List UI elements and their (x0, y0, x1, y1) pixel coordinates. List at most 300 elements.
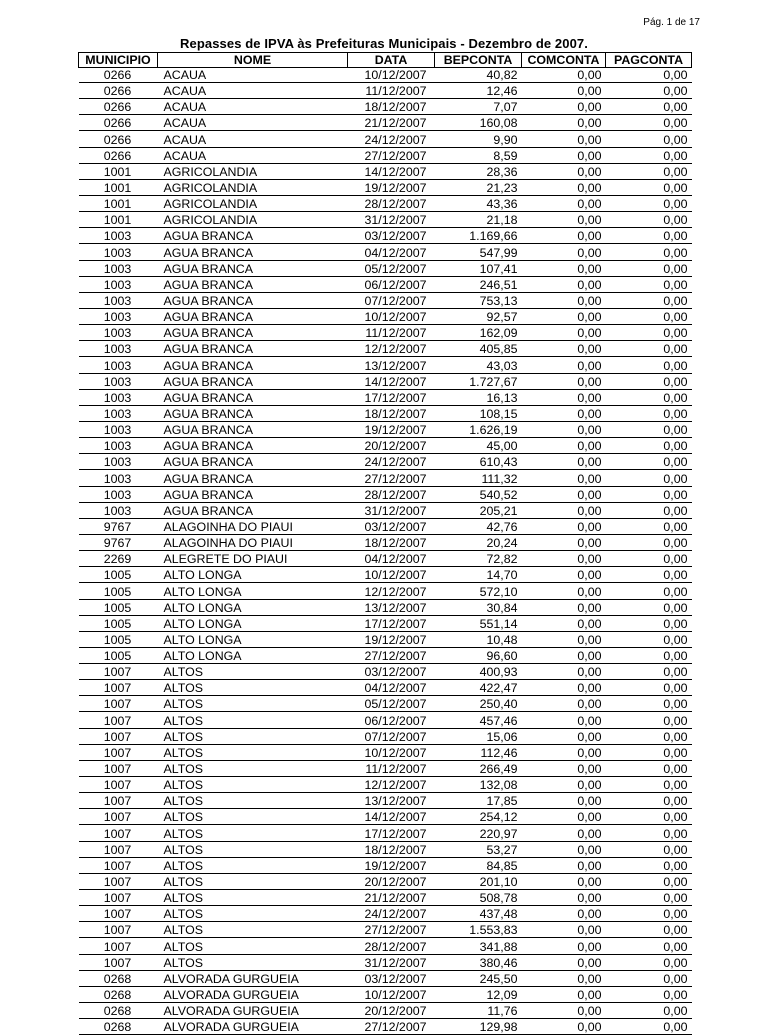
comconta-cell: 0,00 (522, 260, 606, 276)
nome-cell: AGUA BRANCA (158, 244, 348, 260)
pagconta-cell: 0,00 (606, 777, 692, 793)
comconta-cell: 0,00 (522, 793, 606, 809)
municipio-cell: 1003 (79, 357, 158, 373)
municipio-cell: 1007 (79, 712, 158, 728)
table-row (79, 793, 692, 809)
table-row (79, 615, 692, 631)
comconta-cell: 0,00 (522, 712, 606, 728)
pagconta-cell: 0,00 (606, 83, 692, 99)
pagconta-cell: 0,00 (606, 99, 692, 115)
municipio-cell: 1007 (79, 825, 158, 841)
data-cell: 27/12/2007 (348, 647, 435, 663)
bepconta-cell: 107,41 (435, 260, 522, 276)
table-row (79, 938, 692, 954)
table-row (79, 712, 692, 728)
data-cell: 04/12/2007 (348, 680, 435, 696)
comconta-cell: 0,00 (522, 341, 606, 357)
bepconta-cell: 43,36 (435, 195, 522, 211)
comconta-cell: 0,00 (522, 195, 606, 211)
bepconta-cell: 540,52 (435, 486, 522, 502)
pagconta-cell: 0,00 (606, 502, 692, 518)
column-header-comconta: COMCONTA (522, 53, 606, 68)
data-cell: 10/12/2007 (348, 68, 435, 83)
pagconta-cell: 0,00 (606, 890, 692, 906)
pagconta-cell: 0,00 (606, 438, 692, 454)
nome-cell: ALVORADA GURGUEIA (158, 986, 348, 1002)
municipio-cell: 9767 (79, 518, 158, 534)
bepconta-cell: 132,08 (435, 777, 522, 793)
bepconta-cell: 753,13 (435, 292, 522, 308)
table-row (79, 341, 692, 357)
bepconta-cell: 14,70 (435, 567, 522, 583)
comconta-cell: 0,00 (522, 115, 606, 131)
table-row (79, 631, 692, 647)
municipio-cell: 1005 (79, 615, 158, 631)
data-cell: 19/12/2007 (348, 631, 435, 647)
bepconta-cell: 457,46 (435, 712, 522, 728)
table-row (79, 906, 692, 922)
nome-cell: ALTOS (158, 890, 348, 906)
bepconta-cell: 12,46 (435, 83, 522, 99)
pagconta-cell: 0,00 (606, 389, 692, 405)
table-row (79, 405, 692, 421)
pagconta-cell: 0,00 (606, 583, 692, 599)
table-row (79, 260, 692, 276)
table-row (79, 647, 692, 663)
comconta-cell: 0,00 (522, 825, 606, 841)
bepconta-cell: 201,10 (435, 873, 522, 889)
bepconta-cell: 43,03 (435, 357, 522, 373)
bepconta-cell: 129,98 (435, 1019, 522, 1035)
nome-cell: ALVORADA GURGUEIA (158, 970, 348, 986)
nome-cell: ALTO LONGA (158, 583, 348, 599)
municipio-cell: 1005 (79, 647, 158, 663)
bepconta-cell: 8,59 (435, 147, 522, 163)
data-cell: 10/12/2007 (348, 308, 435, 324)
bepconta-cell: 72,82 (435, 551, 522, 567)
pagconta-cell: 0,00 (606, 147, 692, 163)
municipio-cell: 1007 (79, 922, 158, 938)
municipio-cell: 1003 (79, 341, 158, 357)
data-cell: 03/12/2007 (348, 664, 435, 680)
nome-cell: ALVORADA GURGUEIA (158, 1019, 348, 1035)
nome-cell: AGUA BRANCA (158, 308, 348, 324)
comconta-cell: 0,00 (522, 212, 606, 228)
column-header-pagconta: PAGCONTA (606, 53, 692, 68)
municipio-cell: 1001 (79, 179, 158, 195)
data-cell: 20/12/2007 (348, 1003, 435, 1019)
bepconta-cell: 266,49 (435, 760, 522, 776)
comconta-cell: 0,00 (522, 970, 606, 986)
nome-cell: AGUA BRANCA (158, 438, 348, 454)
comconta-cell: 0,00 (522, 405, 606, 421)
data-cell: 12/12/2007 (348, 583, 435, 599)
nome-cell: ALTOS (158, 857, 348, 873)
bepconta-cell: 205,21 (435, 502, 522, 518)
data-cell: 17/12/2007 (348, 615, 435, 631)
pagconta-cell: 0,00 (606, 922, 692, 938)
data-cell: 10/12/2007 (348, 986, 435, 1002)
table-row (79, 195, 692, 211)
bepconta-cell: 1.553,83 (435, 922, 522, 938)
report-title: Repasses de IPVA às Prefeituras Municipais - Dezembro de 2007. (180, 36, 588, 51)
table-row (79, 664, 692, 680)
bepconta-cell: 437,48 (435, 906, 522, 922)
table-row (79, 438, 692, 454)
pagconta-cell: 0,00 (606, 906, 692, 922)
nome-cell: ALTOS (158, 793, 348, 809)
comconta-cell: 0,00 (522, 292, 606, 308)
table-row (79, 454, 692, 470)
nome-cell: ALTOS (158, 825, 348, 841)
bepconta-cell: 21,18 (435, 212, 522, 228)
nome-cell: ALTOS (158, 744, 348, 760)
comconta-cell: 0,00 (522, 890, 606, 906)
nome-cell: ALTO LONGA (158, 647, 348, 663)
comconta-cell: 0,00 (522, 857, 606, 873)
data-cell: 03/12/2007 (348, 228, 435, 244)
pagconta-cell: 0,00 (606, 195, 692, 211)
nome-cell: AGUA BRANCA (158, 325, 348, 341)
pagconta-cell: 0,00 (606, 341, 692, 357)
nome-cell: ALTOS (158, 760, 348, 776)
bepconta-cell: 400,93 (435, 664, 522, 680)
table-row (79, 728, 692, 744)
municipio-cell: 1007 (79, 793, 158, 809)
municipio-cell: 1003 (79, 470, 158, 486)
nome-cell: ALAGOINHA DO PIAUI (158, 518, 348, 534)
data-cell: 14/12/2007 (348, 163, 435, 179)
bepconta-cell: 17,85 (435, 793, 522, 809)
nome-cell: ALTOS (158, 922, 348, 938)
nome-cell: AGUA BRANCA (158, 421, 348, 437)
nome-cell: ALVORADA GURGUEIA (158, 1003, 348, 1019)
nome-cell: AGRICOLANDIA (158, 212, 348, 228)
municipio-cell: 1005 (79, 567, 158, 583)
municipio-cell: 1005 (79, 599, 158, 615)
table-row (79, 325, 692, 341)
municipio-cell: 1003 (79, 325, 158, 341)
pagconta-cell: 0,00 (606, 308, 692, 324)
bepconta-cell: 10,48 (435, 631, 522, 647)
comconta-cell: 0,00 (522, 534, 606, 550)
municipio-cell: 1003 (79, 260, 158, 276)
pagconta-cell: 0,00 (606, 405, 692, 421)
data-cell: 28/12/2007 (348, 938, 435, 954)
data-cell: 05/12/2007 (348, 260, 435, 276)
nome-cell: ALTOS (158, 728, 348, 744)
data-cell: 06/12/2007 (348, 276, 435, 292)
municipio-cell: 1007 (79, 680, 158, 696)
bepconta-cell: 9,90 (435, 131, 522, 147)
comconta-cell: 0,00 (522, 551, 606, 567)
data-cell: 05/12/2007 (348, 696, 435, 712)
bepconta-cell: 112,46 (435, 744, 522, 760)
comconta-cell: 0,00 (522, 325, 606, 341)
pagconta-cell: 0,00 (606, 760, 692, 776)
data-cell: 17/12/2007 (348, 389, 435, 405)
municipio-cell: 1003 (79, 244, 158, 260)
municipio-cell: 1003 (79, 373, 158, 389)
pagconta-cell: 0,00 (606, 454, 692, 470)
pagconta-cell: 0,00 (606, 793, 692, 809)
bepconta-cell: 250,40 (435, 696, 522, 712)
bepconta-cell: 15,06 (435, 728, 522, 744)
pagconta-cell: 0,00 (606, 712, 692, 728)
municipio-cell: 1001 (79, 163, 158, 179)
pagconta-cell: 0,00 (606, 744, 692, 760)
municipio-cell: 0268 (79, 970, 158, 986)
nome-cell: AGRICOLANDIA (158, 163, 348, 179)
pagconta-cell: 0,00 (606, 163, 692, 179)
nome-cell: AGUA BRANCA (158, 373, 348, 389)
data-cell: 20/12/2007 (348, 438, 435, 454)
municipio-cell: 1007 (79, 857, 158, 873)
comconta-cell: 0,00 (522, 228, 606, 244)
bepconta-cell: 162,09 (435, 325, 522, 341)
table-row (79, 68, 692, 83)
comconta-cell: 0,00 (522, 486, 606, 502)
comconta-cell: 0,00 (522, 454, 606, 470)
municipio-cell: 1001 (79, 212, 158, 228)
bepconta-cell: 20,24 (435, 534, 522, 550)
municipio-cell: 2269 (79, 551, 158, 567)
nome-cell: ACAUA (158, 147, 348, 163)
data-cell: 10/12/2007 (348, 567, 435, 583)
data-cell: 27/12/2007 (348, 1019, 435, 1035)
pagconta-cell: 0,00 (606, 244, 692, 260)
pagconta-cell: 0,00 (606, 631, 692, 647)
table-row (79, 534, 692, 550)
bepconta-cell: 254,12 (435, 809, 522, 825)
nome-cell: ACAUA (158, 131, 348, 147)
table-row (79, 212, 692, 228)
comconta-cell: 0,00 (522, 906, 606, 922)
data-cell: 31/12/2007 (348, 212, 435, 228)
nome-cell: AGRICOLANDIA (158, 195, 348, 211)
comconta-cell: 0,00 (522, 744, 606, 760)
table-row (79, 567, 692, 583)
bepconta-cell: 28,36 (435, 163, 522, 179)
municipio-cell: 1007 (79, 809, 158, 825)
nome-cell: AGRICOLANDIA (158, 179, 348, 195)
data-cell: 18/12/2007 (348, 405, 435, 421)
comconta-cell: 0,00 (522, 1019, 606, 1035)
data-cell: 18/12/2007 (348, 99, 435, 115)
bepconta-cell: 220,97 (435, 825, 522, 841)
municipio-cell: 1003 (79, 405, 158, 421)
pagconta-cell: 0,00 (606, 954, 692, 970)
data-cell: 04/12/2007 (348, 551, 435, 567)
table-row (79, 244, 692, 260)
bepconta-cell: 422,47 (435, 680, 522, 696)
pagconta-cell: 0,00 (606, 1003, 692, 1019)
nome-cell: ACAUA (158, 115, 348, 131)
nome-cell: AGUA BRANCA (158, 260, 348, 276)
table-row (79, 696, 692, 712)
data-cell: 11/12/2007 (348, 760, 435, 776)
pagconta-cell: 0,00 (606, 373, 692, 389)
comconta-cell: 0,00 (522, 777, 606, 793)
municipio-cell: 1003 (79, 486, 158, 502)
comconta-cell: 0,00 (522, 986, 606, 1002)
table-row (79, 583, 692, 599)
bepconta-cell: 21,23 (435, 179, 522, 195)
table-row (79, 292, 692, 308)
bepconta-cell: 92,57 (435, 308, 522, 324)
data-cell: 03/12/2007 (348, 518, 435, 534)
table-row (79, 163, 692, 179)
bepconta-cell: 245,50 (435, 970, 522, 986)
table-row (79, 99, 692, 115)
data-cell: 17/12/2007 (348, 825, 435, 841)
nome-cell: ALTOS (158, 873, 348, 889)
pagconta-cell: 0,00 (606, 615, 692, 631)
table-row (79, 857, 692, 873)
municipio-cell: 1007 (79, 938, 158, 954)
data-cell: 21/12/2007 (348, 890, 435, 906)
nome-cell: ALTOS (158, 696, 348, 712)
municipio-cell: 0266 (79, 83, 158, 99)
report-body (79, 68, 692, 1035)
table-row (79, 970, 692, 986)
comconta-cell: 0,00 (522, 664, 606, 680)
nome-cell: ACAUA (158, 83, 348, 99)
comconta-cell: 0,00 (522, 308, 606, 324)
pagconta-cell: 0,00 (606, 728, 692, 744)
bepconta-cell: 42,76 (435, 518, 522, 534)
comconta-cell: 0,00 (522, 244, 606, 260)
comconta-cell: 0,00 (522, 163, 606, 179)
nome-cell: AGUA BRANCA (158, 276, 348, 292)
data-cell: 21/12/2007 (348, 115, 435, 131)
table-row (79, 421, 692, 437)
pagconta-cell: 0,00 (606, 857, 692, 873)
municipio-cell: 0268 (79, 1003, 158, 1019)
comconta-cell: 0,00 (522, 179, 606, 195)
table-row (79, 744, 692, 760)
pagconta-cell: 0,00 (606, 647, 692, 663)
pagconta-cell: 0,00 (606, 212, 692, 228)
table-row (79, 389, 692, 405)
pagconta-cell: 0,00 (606, 470, 692, 486)
table-row (79, 777, 692, 793)
bepconta-cell: 53,27 (435, 841, 522, 857)
table-row (79, 83, 692, 99)
data-cell: 18/12/2007 (348, 841, 435, 857)
municipio-cell: 0266 (79, 68, 158, 83)
table-row (79, 890, 692, 906)
municipio-cell: 1007 (79, 954, 158, 970)
comconta-cell: 0,00 (522, 438, 606, 454)
data-cell: 28/12/2007 (348, 195, 435, 211)
pagconta-cell: 0,00 (606, 115, 692, 131)
comconta-cell: 0,00 (522, 68, 606, 83)
pagconta-cell: 0,00 (606, 534, 692, 550)
municipio-cell: 0266 (79, 115, 158, 131)
table-row (79, 179, 692, 195)
bepconta-cell: 84,85 (435, 857, 522, 873)
nome-cell: AGUA BRANCA (158, 357, 348, 373)
comconta-cell: 0,00 (522, 841, 606, 857)
nome-cell: AGUA BRANCA (158, 292, 348, 308)
municipio-cell: 1007 (79, 760, 158, 776)
nome-cell: ALTOS (158, 954, 348, 970)
comconta-cell: 0,00 (522, 631, 606, 647)
data-cell: 14/12/2007 (348, 373, 435, 389)
comconta-cell: 0,00 (522, 502, 606, 518)
pagconta-cell: 0,00 (606, 551, 692, 567)
bepconta-cell: 108,15 (435, 405, 522, 421)
bepconta-cell: 551,14 (435, 615, 522, 631)
pagconta-cell: 0,00 (606, 664, 692, 680)
pagconta-cell: 0,00 (606, 841, 692, 857)
pagconta-cell: 0,00 (606, 131, 692, 147)
comconta-cell: 0,00 (522, 760, 606, 776)
data-cell: 03/12/2007 (348, 970, 435, 986)
table-row (79, 954, 692, 970)
municipio-cell: 1007 (79, 873, 158, 889)
comconta-cell: 0,00 (522, 83, 606, 99)
nome-cell: AGUA BRANCA (158, 341, 348, 357)
nome-cell: ALTOS (158, 680, 348, 696)
bepconta-cell: 610,43 (435, 454, 522, 470)
table-row (79, 551, 692, 567)
comconta-cell: 0,00 (522, 954, 606, 970)
municipio-cell: 1005 (79, 583, 158, 599)
comconta-cell: 0,00 (522, 373, 606, 389)
municipio-cell: 1003 (79, 438, 158, 454)
bepconta-cell: 246,51 (435, 276, 522, 292)
comconta-cell: 0,00 (522, 583, 606, 599)
pagconta-cell: 0,00 (606, 260, 692, 276)
comconta-cell: 0,00 (522, 518, 606, 534)
pagconta-cell: 0,00 (606, 68, 692, 83)
nome-cell: ALTOS (158, 809, 348, 825)
municipio-cell: 1003 (79, 308, 158, 324)
data-cell: 06/12/2007 (348, 712, 435, 728)
municipio-cell: 1003 (79, 389, 158, 405)
municipio-cell: 0268 (79, 1019, 158, 1035)
data-cell: 13/12/2007 (348, 357, 435, 373)
data-cell: 24/12/2007 (348, 454, 435, 470)
table-row (79, 680, 692, 696)
comconta-cell: 0,00 (522, 421, 606, 437)
nome-cell: ALTO LONGA (158, 615, 348, 631)
data-cell: 19/12/2007 (348, 857, 435, 873)
municipio-cell: 1007 (79, 777, 158, 793)
data-cell: 12/12/2007 (348, 777, 435, 793)
pagconta-cell: 0,00 (606, 325, 692, 341)
table-row (79, 308, 692, 324)
table-row (79, 841, 692, 857)
table-row (79, 276, 692, 292)
comconta-cell: 0,00 (522, 567, 606, 583)
pagconta-cell: 0,00 (606, 873, 692, 889)
bepconta-cell: 508,78 (435, 890, 522, 906)
bepconta-cell: 16,13 (435, 389, 522, 405)
pagconta-cell: 0,00 (606, 292, 692, 308)
comconta-cell: 0,00 (522, 696, 606, 712)
nome-cell: AGUA BRANCA (158, 228, 348, 244)
bepconta-cell: 160,08 (435, 115, 522, 131)
data-cell: 07/12/2007 (348, 292, 435, 308)
municipio-cell: 1007 (79, 696, 158, 712)
column-header-municipio: MUNICIPIO (79, 53, 158, 68)
comconta-cell: 0,00 (522, 131, 606, 147)
pagconta-cell: 0,00 (606, 599, 692, 615)
page-number: Pág. 1 de 17 (643, 17, 700, 28)
